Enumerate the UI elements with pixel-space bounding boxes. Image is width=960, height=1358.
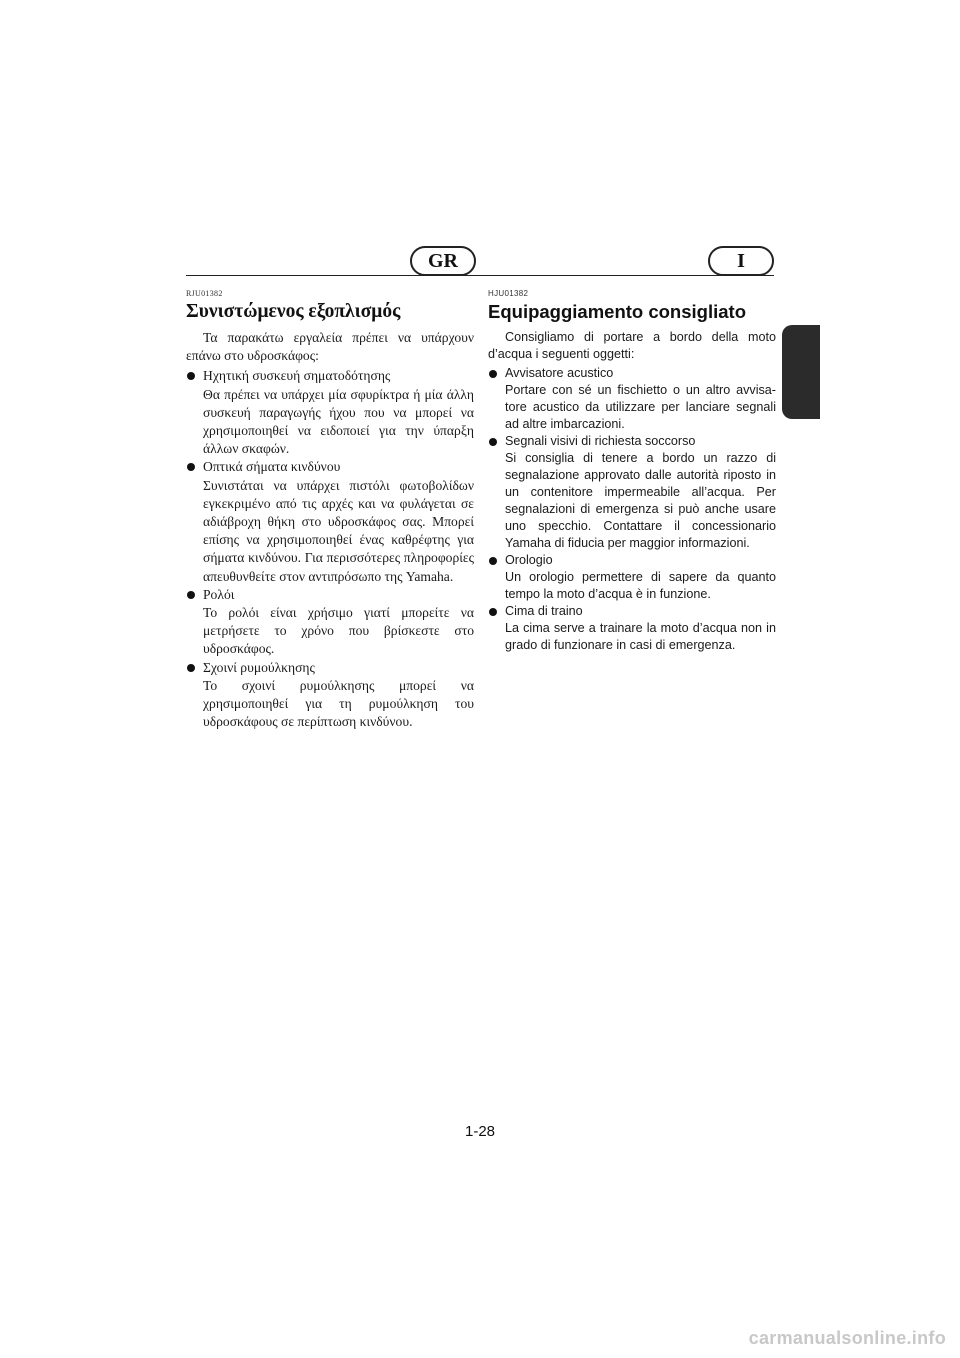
item-text: Un orologio permettere di sapere da quanto tempo la moto d’acqua è in funzione.: [505, 570, 776, 601]
intro-paragraph: Τα παρακάτω εργαλεία πρέπει να υπάρχουν επάνω στο υδροσκάφος:: [186, 330, 474, 364]
section-body: [186, 329, 474, 731]
list-item: [186, 367, 474, 458]
bullet-icon: [187, 664, 195, 672]
bullet-icon: [187, 591, 195, 599]
bullet-icon: [489, 608, 497, 616]
section-body: [488, 329, 776, 654]
bullet-icon: [187, 372, 195, 380]
greek-column: [186, 289, 474, 731]
item-text: Το ρολόι είναι χρήσιμο γιατί μπορείτε να μετρήσετε το χρόνο που βρίσκεστε στο υδροσκάφος.: [203, 605, 474, 657]
header-rule: [186, 275, 774, 276]
language-badge-it: I: [708, 246, 774, 276]
list-item: [488, 365, 776, 433]
item-text: Το σχοινί ρυμούλκησης μπορεί να χρησιμοποιηθεί για τη ρυμούλκηση του υδροσκάφους σε περίπτωση κινδύνου.: [203, 677, 474, 730]
item-text: La cima serve a trainare la moto d’acqua non in grado di funzionare in casi di emergenza.: [505, 621, 776, 652]
bullet-icon: [489, 438, 497, 446]
intro-paragraph: Consigliamo di portare a bordo della moto d’acqua i seguenti oggetti:: [488, 330, 776, 361]
item-title: Orologio: [505, 553, 553, 567]
list-item: [488, 603, 776, 654]
item-title: Cima di traino: [505, 604, 583, 618]
list-item: [186, 586, 474, 659]
bullet-icon: [489, 557, 497, 565]
chapter-side-tab: [782, 325, 820, 419]
section-code: RJU01382: [186, 289, 223, 298]
italian-column: [488, 289, 776, 654]
language-badge-gr: GR: [410, 246, 476, 276]
section-title: Equipaggiamento consigliato: [488, 301, 746, 322]
item-text: Θα πρέπει να υπάρχει μία σφυρίκτρα ή μία άλλη συσκευή παραγωγής ήχου που να μπορεί να χρησιμοποιηθεί να ειδοποιεί για την ύπαρξη άλλων σκαφών.: [203, 386, 474, 457]
list-item: [186, 659, 474, 732]
section-title: Συνιστώμενος εξοπλισμός: [186, 301, 401, 322]
item-title: Segnali visivi di richiesta soccorso: [505, 434, 696, 448]
item-title: Ηχητική συσκευή σηματοδότησης: [203, 368, 391, 384]
item-text: Si consiglia di tenere a bordo un razzo di segnalazione approvato dalle autorità riposto in un contenitore impermeabile all’acqua. Per segnalazioni di emergenza si può anche usare uno specchio. Contattare il concessionario Yamaha di fiducia per maggior informazioni.: [505, 451, 776, 550]
list-item: [488, 433, 776, 552]
item-title: Ρολόι: [203, 586, 235, 602]
section-code: HJU01382: [488, 289, 529, 298]
item-title: Οπτικά σήματα κινδύνου: [203, 459, 341, 475]
page-number: 1-28: [464, 1123, 496, 1140]
list-item: [186, 458, 474, 585]
bullet-icon: [489, 370, 497, 378]
item-text: Portare con sé un fischietto o un altro avvisa-tore acustico da utilizzare per lanciare segnali ad altre imbarcazioni.: [505, 383, 776, 431]
item-title: Σχοινί ρυμούλκησης: [203, 659, 315, 675]
list-item: [488, 552, 776, 603]
watermark: carmanualsonline.info: [748, 1328, 946, 1348]
item-text: Συνιστάται να υπάρχει πιστόλι φωτοβολίδων εγκεκριμένο από τις αρχές και να φυλάγεται σε αδιάβροχη θήκη στο υδροσκάφος σας. Μπορεί επίσης να χρησιμοποιηθεί ένας καθρέφτης για σήματα κινδύνου. Για περισσότερες πληροφορίες απευθυνθείτε στον αντιπρόσωπο της Yamaha.: [203, 477, 474, 584]
item-title: Avvisatore acustico: [505, 366, 614, 380]
bullet-icon: [187, 463, 195, 471]
